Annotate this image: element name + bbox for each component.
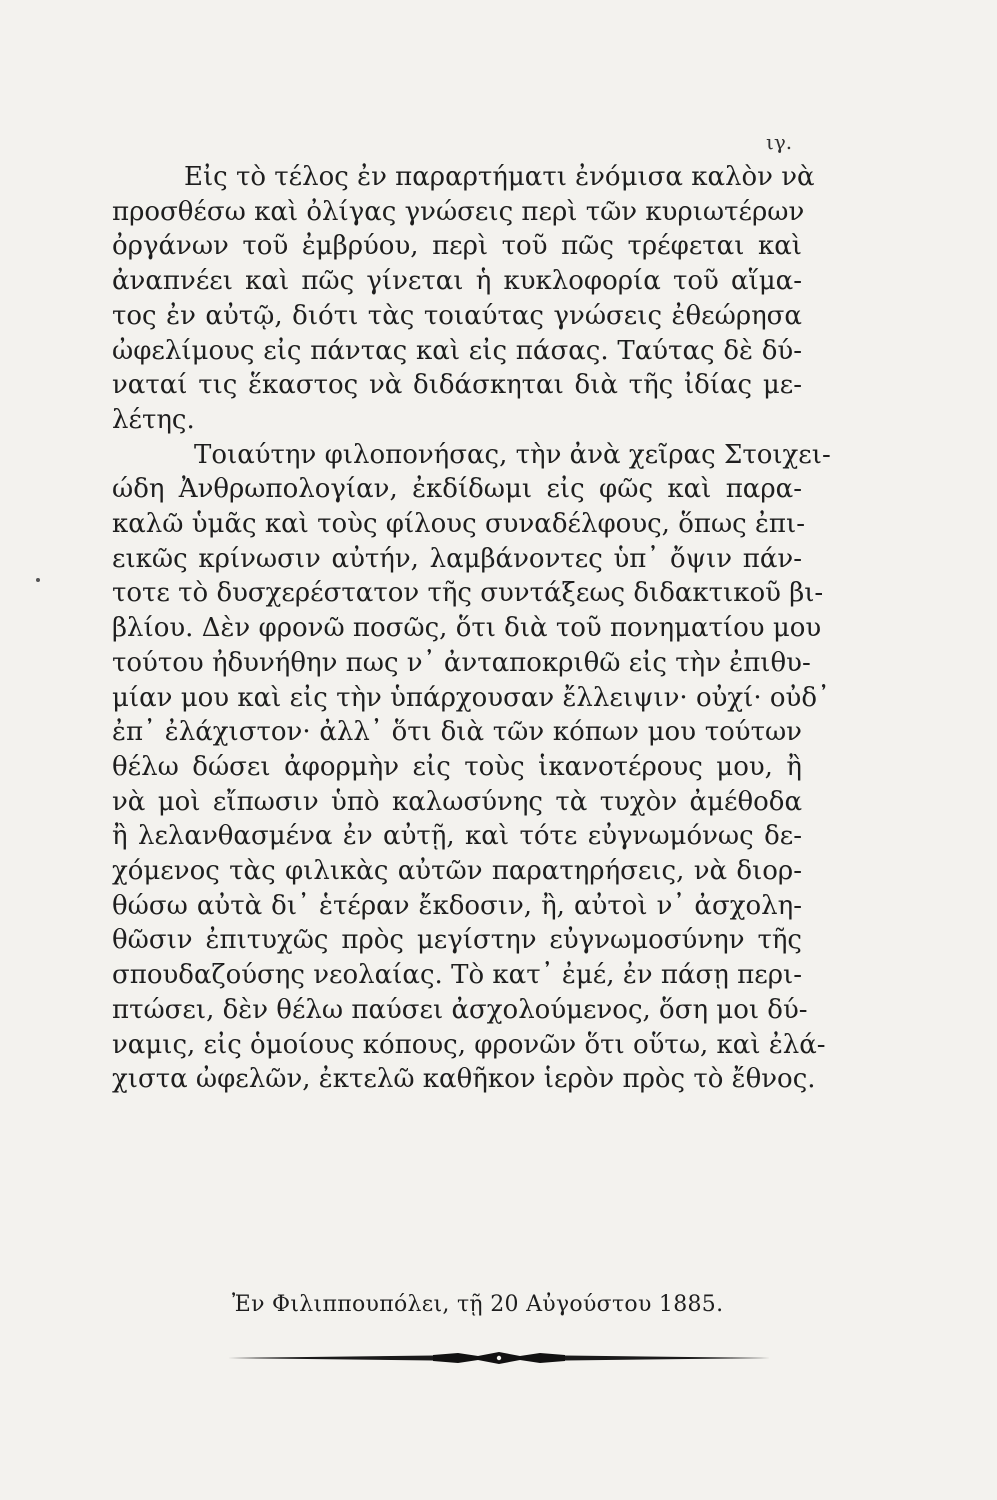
text-line: θῶσιν ἐπιτυχῶς πρὸς μεγίστην εὐγνωμοσύνην τῆς	[112, 925, 802, 956]
text-line: πτώσει, δὲν θέλω παύσει ἀσχολούμενος, ὅση μοι δύ-	[112, 994, 808, 1025]
rule-left-taper	[228, 1356, 433, 1361]
text-line: θέλω δώσει ἀφορμὴν εἰς τοὺς ἱκανοτέρους μου, ἢ	[112, 751, 802, 782]
paragraph-1	[112, 160, 815, 438]
text-line: βλίου. Δὲν φρονῶ ποσῶς, ὅτι διὰ τοῦ πονηματίου μου	[112, 613, 822, 644]
text-line: Εἰς τὸ τέλος ἐν παραρτήματι ἐνόμισα καλὸν νὰ	[184, 162, 815, 192]
text-line: χόμενος τὰς φιλικὰς αὐτῶν παρατηρήσεις, νὰ διορ-	[112, 856, 802, 887]
page-number: ιγ.	[766, 130, 793, 154]
text-line: ἢ λελανθασμένα ἐν αὐτῇ, καὶ τότε εὐγνωμόνως δε-	[112, 821, 802, 852]
text-line: τος ἐν αὐτῷ, διότι τὰς τοιαύτας γνώσεις ἐθεώρησα	[112, 300, 802, 331]
paper-speck	[36, 578, 40, 582]
text-line: ναμις, εἰς ὁμοίους κόπους, φρονῶν ὅτι οὕτω, καὶ ἐλά-	[112, 1029, 826, 1060]
text-line: ἐπ᾽ ἐλάχιστον· ἀλλ᾽ ὅτι διὰ τῶν κόπων μου τούτων	[112, 717, 802, 748]
text-line: ὠφελίμους εἰς πάντας καὶ εἰς πάσας. Ταύτας δὲ δύ-	[112, 335, 802, 366]
text-line: ὀργάνων τοῦ ἐμβρύου, περὶ τοῦ πῶς τρέφεται καὶ	[112, 231, 802, 262]
rule-right-taper	[565, 1356, 770, 1361]
text-line: λέτης.	[112, 404, 195, 435]
text-line: προσθέσω καὶ ὀλίγας γνώσεις περὶ τῶν κυριωτέρων	[112, 196, 805, 227]
text-line: ναταί τις ἕκαστος νὰ διδάσκηται διὰ τῆς ἰδίας με-	[112, 370, 802, 401]
dateline: Ἐν Φιλιππουπόλει, τῇ 20 Αὐγούστου 1885.	[232, 1292, 724, 1317]
text-line: Τοιαύτην φιλοπονήσας, τὴν ἀνὰ χεῖρας Στοιχει-	[194, 439, 831, 470]
text-line: καλῶ ὑμᾶς καὶ τοὺς φίλους συναδέλφους, ὅπως ἐπι-	[112, 509, 805, 540]
text-line: θώσω αὐτὰ δι᾽ ἑτέραν ἔκδοσιν, ἢ, αὐτοὶ ν᾽ ἀσχολη-	[112, 890, 802, 921]
text-line: νὰ μοὶ εἴπωσιν ὑπὸ καλωσύνης τὰ τυχὸν ἀμέθοδα	[112, 786, 802, 817]
paragraph-2	[112, 438, 831, 1097]
text-line: σπουδαζούσης νεολαίας. Τὸ κατ᾽ ἐμέ, ἐν πάσῃ περι-	[112, 960, 802, 991]
text-line: τούτου ἠδυνήθην πως ν᾽ ἀνταποκριθῶ εἰς τὴν ἐπιθυ-	[112, 647, 811, 678]
body-text	[112, 160, 831, 1097]
text-line: εικῶς κρίνωσιν αὐτήν, λαμβάνοντες ὑπ᾽ ὄψιν πάν-	[112, 543, 802, 574]
decorative-rule	[228, 1350, 770, 1366]
text-line: ώδη Ἀνθρωπολογίαν, ἐκδίδωμι εἰς φῶς καὶ παρα-	[112, 474, 802, 505]
rule-center-dot	[497, 1356, 501, 1360]
text-line: ἀναπνέει καὶ πῶς γίνεται ἡ κυκλοφορία τοῦ αἵμα-	[112, 266, 802, 297]
text-line: χιστα ὠφελῶν, ἐκτελῶ καθῆκον ἱερὸν πρὸς τὸ ἔθνος.	[112, 1064, 816, 1095]
text-line: μίαν μου καὶ εἰς τὴν ὑπάρχουσαν ἔλλειψιν· οὐχί· οὐδ᾽	[112, 682, 830, 713]
text-line: τοτε τὸ δυσχερέστατον τῆς συντάξεως διδακτικοῦ βι-	[112, 578, 824, 609]
